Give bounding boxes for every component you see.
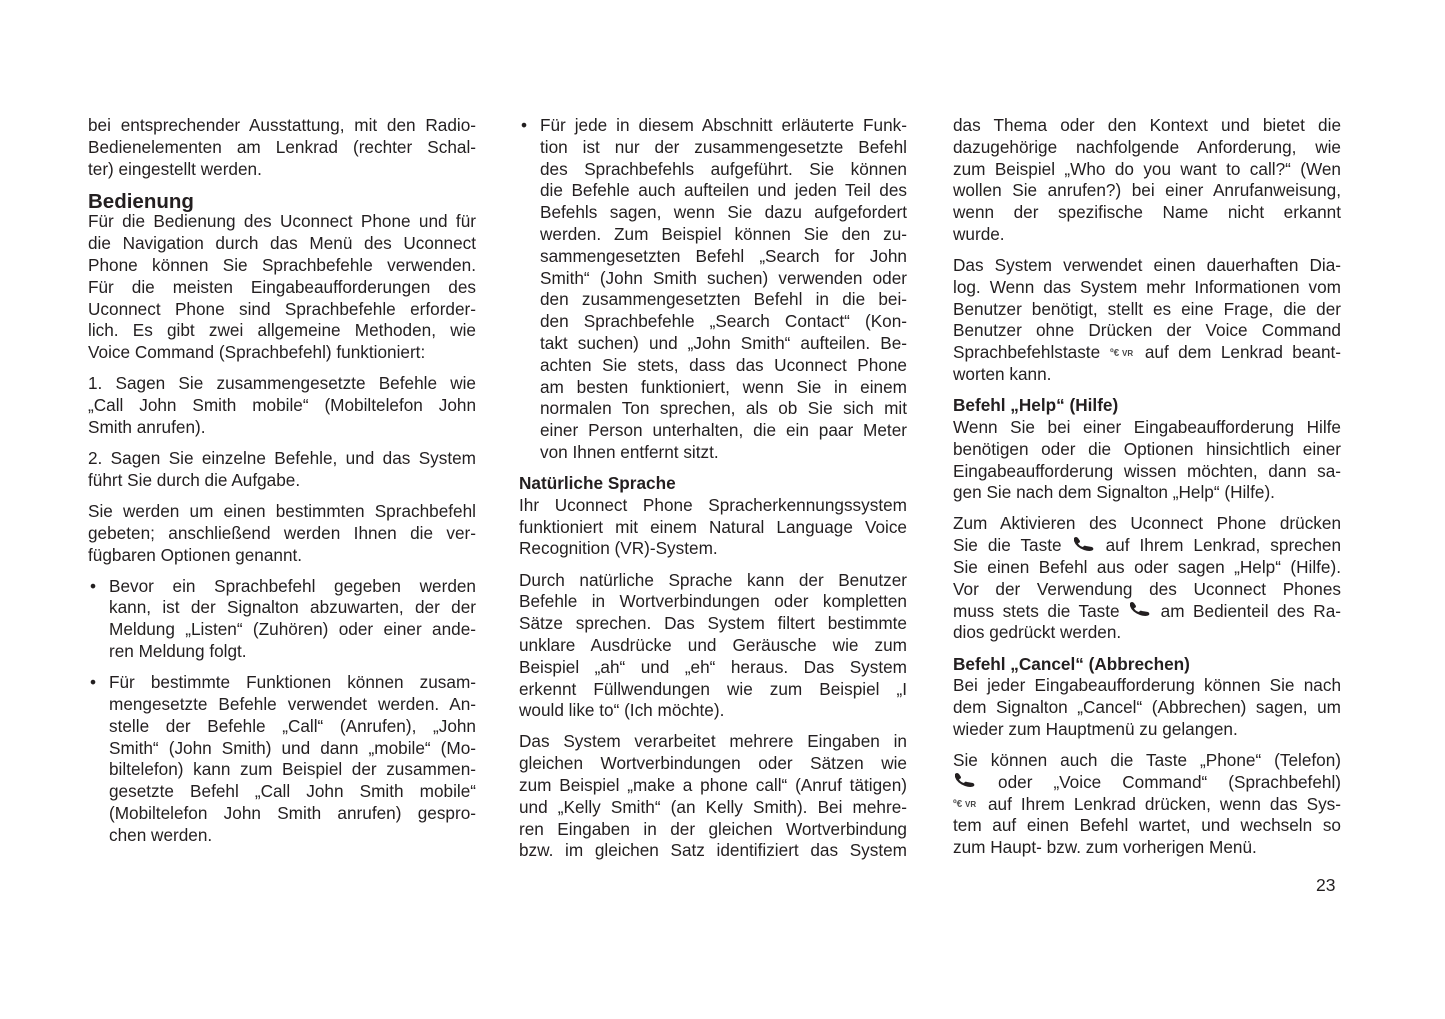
text-line: bei entsprechender Ausstattung, mit den Radio- [88,115,476,135]
text-line: Natürliche Sprache [519,473,676,494]
text-line: zum Beispiel „Who do you want to call?“ (Wen [953,158,1341,179]
text-line: Sie können auch die Taste „Phone“ (Telefon) [953,750,1341,770]
text-line: Befehls sagen, wenn Sie dazu aufgefordert [540,202,907,223]
text-line: den zusammengesetzten Befehl in die bei- [540,289,907,310]
paragraph [88,373,476,438]
section-heading [953,654,1341,676]
text-line: Bevor ein Sprachbefehl gegeben werden [109,575,476,596]
text-line: Beispiel „ah“ und „eh“ heraus. Das System [519,656,907,677]
text-line: „Call John Smith mobile“ (Mobiltelefon John [88,395,476,416]
text-line [953,772,1341,794]
text-line: Befehle in Wortverbindungen oder kompletten [519,591,907,612]
text-segment: auf Ihrem Lenkrad, sprechen [1105,535,1342,556]
text-segment: muss stets die Taste [953,600,1120,621]
column-1 [88,115,476,856]
text-line: führt Sie durch die Aufgabe. [88,469,301,490]
text-line [953,535,1341,557]
text-line: unklare Ausdrücke und Geräusche wie zum [519,634,907,655]
text-line: Sie einen Befehl aus oder sagen „Help“ (Hilfe). [953,557,1341,578]
text-segment: auf dem Lenkrad beant- [1144,342,1342,363]
bullet-icon: • [90,672,97,693]
text-line: gesetzte Befehl „Call John Smith mobile“ [109,781,476,802]
text-line: gebeten; anschließend werden Ihnen die ver- [88,522,476,543]
text-line: stelle der Befehle „Call“ (Anrufen), „John [109,715,476,736]
paragraph [953,675,1341,740]
text-line: Für bestimmte Funktionen können zusam- [109,672,476,693]
bullet-icon: • [521,115,528,135]
text-line: 1. Sagen Sie zusammengesetzte Befehle wie [88,373,476,394]
text-line: Benutzer benötigt, stellt es eine Frage, die der [953,298,1341,319]
text-line: Bedienelementen am Lenkrad (rechter Schal- [88,136,476,157]
text-line: wollen Sie anrufen?) bei einer Anrufanweisung, [953,180,1341,201]
svg-text:º€: º€ [953,799,963,811]
text-line: takt suchen) und „John Smith“ aufteilen. Be- [540,332,907,353]
paragraph [953,513,1341,644]
text-line: Das System verwendet einen dauerhaften Dia- [953,255,1341,276]
text-line: Recognition (VR)-System. [519,538,718,559]
paragraph [88,448,476,492]
text-line: mengesetzte Befehle verwendet werden. An- [109,693,476,714]
text-line: von Ihnen entfernt sitzt. [540,441,719,462]
text-segment: am Bedienteil des Ra- [1160,600,1341,621]
text-line: normalen Ton sprechen, als ob Sie sich mit [540,398,907,419]
text-line: werden. Zum Beispiel können Sie den zu- [540,223,907,244]
text-line: am besten funktioniert, wenn Sie in einem [540,376,907,397]
text-line: dazugehörige nachfolgende Anforderung, wie [953,136,1341,157]
text-line: benötigen oder die Optionen hinsichtlich einer [953,438,1341,459]
paragraph [88,501,476,566]
text-segment: oder „Voice Command“ (Sprachbefehl) [998,771,1341,792]
text-line: zum Haupt- bzw. zum vorherigen Menü. [953,837,1257,858]
text-line [953,342,1341,364]
column-3 [953,115,1341,868]
text-line: ter) eingestellt werden. [88,158,262,179]
voice-command-icon [953,794,979,816]
text-line: und „Kelly Smith“ (an Kelly Smith). Bei mehre- [519,796,907,817]
text-line: erkennt Füllwendungen wie zum Beispiel „I [519,678,907,699]
text-line: (Mobiltelefon John Smith anrufen) gespro- [109,802,476,823]
text-line: Wenn Sie bei einer Eingabeaufforderung Hilfe [953,416,1341,437]
text-line: das Thema oder den Kontext und bietet die [953,115,1341,135]
text-line: Uconnect Phone sind Sprachbefehle erforder- [88,298,476,319]
text-line: dios gedrückt werden. [953,622,1122,643]
text-line: Für die Bedienung des Uconnect Phone und für [88,211,476,232]
text-line: ren Meldung folgt. [109,641,247,662]
text-line: worten kann. [953,364,1052,385]
text-line: fügbaren Optionen genannt. [88,544,303,565]
text-line [953,601,1341,623]
text-line: would like to“ (Ich möchte). [519,700,725,721]
phone-icon [1072,536,1096,558]
text-line: Smith“ (John Smith) und dann „mobile“ (Mo- [109,737,476,758]
text-line: Zum Aktivieren des Uconnect Phone drücken [953,513,1341,534]
text-line: sammengesetzten Befehl „Search for John [540,245,907,266]
text-line: gen Sie nach dem Signalton „Help“ (Hilfe). [953,482,1275,503]
svg-text:º€: º€ [1109,347,1119,359]
bullet-item [519,115,907,464]
text-line: ren Eingaben in der gleichen Wortverbindung [519,818,907,839]
text-line: Das System verarbeitet mehrere Eingaben in [519,731,907,752]
paragraph [953,115,1341,246]
text-line: achten Sie stets, dass das Uconnect Phone [540,354,907,375]
text-line: Befehl „Help“ (Hilfe) [953,395,1119,416]
text-line: kann, ist der Signalton abzuwarten, der der [109,597,476,618]
text-line: Bei jeder Eingabeaufforderung können Sie nach [953,675,1341,696]
text-line: wurde. [953,223,1005,244]
text-segment: Sie die Taste [953,535,1062,556]
text-line: Smith“ (John Smith suchen) verwenden oder [540,267,907,288]
paragraph [953,750,1341,859]
paragraph [88,115,476,180]
text-line: wenn der spezifische Name nicht erkannt [953,202,1341,223]
text-segment: Sprachbefehlstaste [953,342,1101,363]
text-line: den Sprachbefehle „Search Contact“ (Kon- [540,311,907,332]
column-2 [519,115,907,871]
text-line: Durch natürliche Sprache kann der Benutzer [519,569,907,590]
text-line: des Sprachbefehls aufgeführt. Sie können [540,158,907,179]
text-segment: auf Ihrem Lenkrad drücken, wenn das Sys- [988,793,1341,814]
text-line: Befehl „Cancel“ (Abbrechen) [953,653,1190,674]
paragraph [953,417,1341,504]
bullet-item [88,576,476,663]
text-line: zum Beispiel „make a phone call“ (Anruf tätigen) [519,775,907,795]
bullet-icon: • [90,575,97,596]
voice-command-icon [1110,343,1136,365]
text-line: Smith anrufen). [88,416,206,437]
text-line: die Navigation durch das Menü des Uconnect [88,233,476,254]
paragraph [519,495,907,560]
section-heading [519,473,907,495]
text-line: dem Signalton „Cancel“ (Abbrechen) sagen, um [953,697,1341,718]
text-line: Phone können Sie Sprachbefehle verwenden. [88,255,476,276]
phone-icon [953,772,977,794]
text-line: Bedienung [88,189,194,213]
text-line: Für jede in diesem Abschnitt erläuterte Funk- [540,115,907,135]
section-heading [88,190,476,212]
text-line: Sätze sprechen. Das System filtert bestimmte [519,613,907,634]
text-line: Benutzer ohne Drücken der Voice Command [953,320,1341,341]
bullet-item [88,672,476,846]
text-line: Eingabeaufforderung wissen möchten, dann sa- [953,460,1341,481]
text-line: wieder zum Hauptmenü zu gelangen. [953,718,1238,739]
text-line: tem auf einen Befehl wartet, und wechseln so [953,815,1341,836]
text-line: Meldung „Listen“ (Zuhören) oder einer ande- [109,619,476,640]
page-number: 23 [1316,875,1336,895]
text-line: Voice Command (Sprachbefehl) funktioniert: [88,342,426,363]
text-line: die Befehle auch aufteilen und jeden Teil des [540,180,907,201]
text-line: 2. Sagen Sie einzelne Befehle, und das System [88,448,476,469]
text-line: bzw. im gleichen Satz identifiziert das System [519,840,907,861]
text-line: Ihr Uconnect Phone Spracherkennungssystem [519,494,907,515]
paragraph [953,255,1341,386]
svg-text:VR: VR [965,800,977,810]
section-heading [953,395,1341,417]
text-line: lich. Es gibt zwei allgemeine Methoden, wie [88,320,476,341]
text-line: biltelefon) kann zum Beispiel der zusammen- [109,759,476,780]
text-line: Sie werden um einen bestimmten Sprachbefehl [88,500,476,521]
text-line [953,794,1341,816]
text-line: gleichen Wortverbindungen oder Sätzen wie [519,753,907,774]
text-line: Für die meisten Eingabeaufforderungen des [88,276,476,297]
text-line: einer Person unterhalten, die ein paar Meter [540,420,907,441]
text-line: Vor der Verwendung des Uconnect Phones [953,578,1341,599]
text-line: log. Wenn das System mehr Informationen vom [953,276,1341,297]
text-line: chen werden. [109,824,213,845]
text-line: tion ist nur der zusammengesetzte Befehl [540,136,907,157]
svg-text:VR: VR [1121,348,1133,358]
text-line: funktioniert mit einem Natural Language Voice [519,516,907,537]
phone-icon [1128,601,1152,623]
paragraph [519,570,907,723]
paragraph [88,211,476,364]
paragraph [519,731,907,862]
